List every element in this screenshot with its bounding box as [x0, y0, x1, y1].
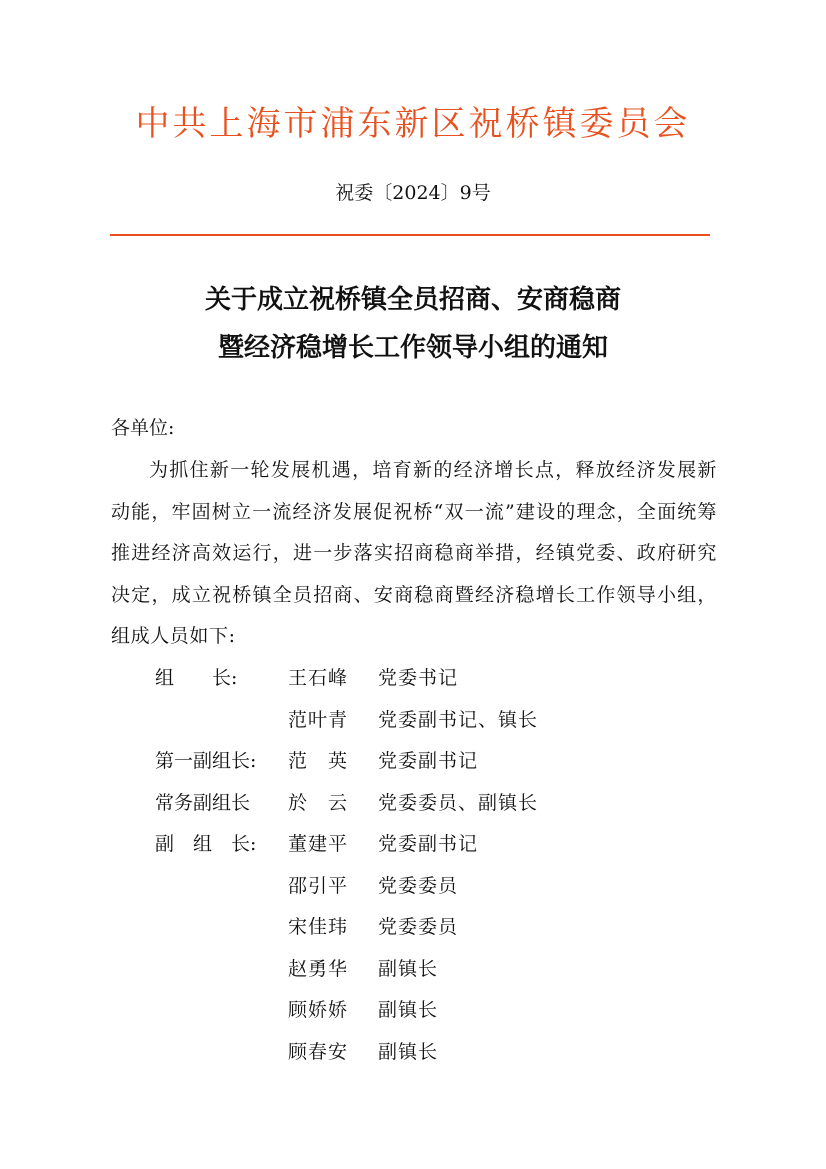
roster-row — [155, 824, 675, 866]
roster-role — [155, 1032, 288, 1074]
body-paragraph: 为抓住新一轮发展机遇，培育新的经济增长点，释放经济发展新动能，牢固树立一流经济发展促祝桥“双一流”建设的理念，全面统筹推进经济高效运行，进一步落实招商稳商举措，经镇党委、政府研究决定，成立祝桥镇全员招商、安商稳商暨经济稳增长工作领导小组，组成人员如下: — [111, 459, 717, 647]
roster-name: 范 英 — [288, 750, 349, 772]
roster-row — [155, 783, 675, 825]
roster-role: 组 长: — [155, 667, 238, 689]
roster-position: 党委委员、副镇长 — [378, 791, 539, 814]
roster-position: 党委副书记 — [378, 750, 479, 772]
roster-row — [155, 907, 675, 949]
roster-role: 第一副组长: — [155, 750, 257, 772]
roster-role — [155, 949, 288, 991]
roster-name: 顾娇娇 — [288, 999, 349, 1021]
roster-row — [155, 741, 675, 783]
roster-position: 副镇长 — [378, 957, 439, 980]
roster-name: 於 云 — [288, 791, 349, 814]
roster-role — [155, 700, 288, 742]
roster-name: 范叶青 — [288, 708, 349, 731]
roster-row — [155, 949, 675, 991]
roster-position: 党委委员 — [378, 874, 459, 897]
roster-name: 顾春安 — [288, 1040, 349, 1063]
roster-row — [155, 700, 675, 742]
roster-position: 副镇长 — [378, 1040, 439, 1063]
roster-name: 邵引平 — [288, 874, 349, 897]
roster-row — [155, 1032, 675, 1074]
roster-name: 赵勇华 — [288, 957, 349, 980]
roster-position: 党委副书记 — [378, 833, 479, 855]
document-title-line-1: 关于成立祝桥镇全员招商、安商稳商 — [204, 285, 621, 315]
roster-position: 党委书记 — [378, 667, 459, 689]
roster-name: 王石峰 — [288, 667, 349, 689]
roster-position: 副镇长 — [378, 999, 439, 1021]
roster-row — [155, 658, 675, 700]
roster-name: 宋佳玮 — [288, 916, 349, 938]
member-roster — [155, 658, 675, 1073]
roster-name: 董建平 — [288, 833, 349, 855]
red-divider-line — [110, 234, 710, 236]
roster-role — [155, 907, 288, 949]
roster-position: 党委副书记、镇长 — [378, 708, 539, 731]
document-title-line-2: 暨经济稳增长工作领导小组的通知 — [217, 333, 608, 363]
issuing-organization: 中共上海市浦东新区祝桥镇委员会 — [135, 104, 691, 144]
roster-position: 党委委员 — [378, 916, 459, 938]
roster-row — [155, 866, 675, 908]
document-number: 祝委〔2024〕9号 — [335, 182, 491, 204]
roster-row — [155, 990, 675, 1032]
salutation: 各单位: — [111, 417, 175, 439]
roster-role: 副 组 长: — [155, 833, 257, 855]
roster-role: 常务副组长 — [155, 791, 251, 814]
roster-role — [155, 866, 288, 908]
roster-role — [155, 990, 288, 1032]
